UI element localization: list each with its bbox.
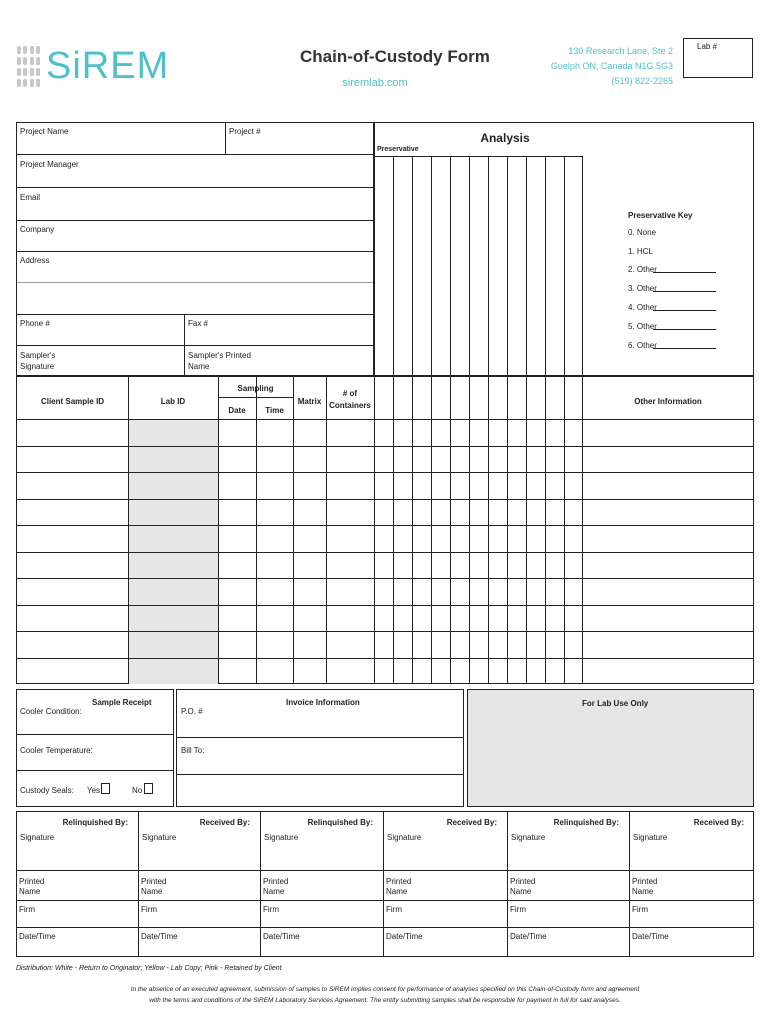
date-time-field[interactable] — [630, 928, 753, 956]
sampler-printed-name-field[interactable] — [185, 346, 373, 375]
table-row[interactable] — [17, 526, 753, 552]
logo-mark-icon — [17, 44, 47, 88]
analysis-column-line — [526, 156, 527, 376]
project-number-field[interactable] — [226, 123, 373, 153]
preservative-key-item: 1. HCL — [628, 247, 653, 256]
relinquished-by-header: Relinquished By: — [307, 818, 373, 827]
containers-header-l1: # of — [342, 389, 358, 398]
signature-label: Signature — [264, 833, 299, 842]
table-row[interactable] — [17, 473, 753, 499]
received-by-header: Received By: — [446, 818, 497, 827]
matrix-header: Matrix — [297, 397, 322, 406]
analysis-column-line — [412, 156, 413, 376]
sampler-printed-label-l1: Sampler's Printed — [188, 351, 251, 360]
signature-label: Signature — [387, 833, 422, 842]
analysis-column-line — [374, 156, 375, 376]
lab-use-only-title: For Lab Use Only — [582, 699, 649, 708]
website: siremlab.com — [342, 77, 408, 89]
date-time-field[interactable] — [384, 928, 506, 956]
lab-number-box[interactable] — [683, 38, 753, 78]
phone-label: Phone # — [20, 319, 50, 328]
sampling-header: Sampling — [237, 384, 274, 393]
firm-label: Firm — [510, 905, 526, 914]
relinquished-by-header: Relinquished By: — [553, 818, 619, 827]
preservative-key-title: Preservative Key — [628, 211, 693, 220]
table-row[interactable] — [17, 553, 753, 579]
signature-field[interactable] — [261, 830, 382, 869]
date-time-field[interactable] — [17, 928, 137, 956]
name-label: Name — [510, 887, 532, 896]
firm-field[interactable] — [261, 901, 382, 926]
firm-field[interactable] — [508, 901, 628, 926]
signature-label: Signature — [20, 833, 55, 842]
signature-field[interactable] — [17, 830, 137, 869]
signature-label: Signature — [142, 833, 177, 842]
company-label: Company — [20, 225, 55, 234]
printed-label: Printed — [141, 877, 167, 886]
address-label: Address — [20, 256, 50, 265]
preservative-key-item: 3. Other — [628, 284, 657, 293]
po-label: P.O. # — [181, 707, 203, 716]
analysis-column-line — [393, 156, 394, 376]
project-manager-label: Project Manager — [20, 160, 79, 169]
date-time-field[interactable] — [508, 928, 628, 956]
analysis-column-line — [545, 156, 546, 376]
preservative-key-item: 2. Other — [628, 265, 657, 274]
other-4-line[interactable] — [653, 310, 716, 311]
table-row[interactable] — [17, 632, 753, 658]
analysis-column-line — [450, 156, 451, 376]
relinquished-by-header: Relinquished By: — [62, 818, 128, 827]
firm-label: Firm — [386, 905, 402, 914]
cooler-temperature-label: Cooler Temperature: — [20, 746, 93, 755]
phone-number: (519) 822-2265 — [611, 76, 673, 86]
table-row[interactable] — [17, 659, 753, 685]
analysis-title: Analysis — [480, 131, 530, 145]
fax-field[interactable] — [185, 315, 373, 344]
preservative-key-item: 5. Other — [628, 322, 657, 331]
company-field[interactable] — [17, 221, 373, 250]
preservative-key-item: 0. None — [628, 228, 657, 237]
preservative-key-item: 6. Other — [628, 341, 657, 350]
no-label: No — [132, 786, 143, 795]
date-time-field[interactable] — [139, 928, 259, 956]
lab-number-label: Lab # — [697, 42, 718, 51]
name-label: Name — [263, 887, 285, 896]
received-by-header: Received By: — [693, 818, 744, 827]
table-row[interactable] — [17, 606, 753, 632]
sampler-signature-label-l1: Sampler's — [20, 351, 56, 360]
printed-name-field[interactable] — [384, 871, 506, 899]
other-2-line[interactable] — [653, 272, 716, 273]
disclaimer-line-1: In the absence of an executed agreement, submission of samples to SiREM implies consent for performance of analyses specified on this Chain-of-Custody form and agreement — [130, 986, 640, 993]
firm-field[interactable] — [384, 901, 506, 926]
bill-to-field[interactable] — [177, 738, 463, 806]
received-by-header: Received By: — [199, 818, 250, 827]
cooler-condition-label: Cooler Condition: — [20, 707, 82, 716]
sampler-signature-field[interactable] — [17, 346, 183, 375]
project-name-field[interactable] — [17, 123, 224, 153]
firm-label: Firm — [632, 905, 648, 914]
fax-label: Fax # — [188, 319, 209, 328]
signature-field[interactable] — [508, 830, 628, 869]
date-time-field[interactable] — [261, 928, 382, 956]
analysis-column-line — [431, 156, 432, 376]
address-line-1: 130 Research Lane, Ste 2 — [568, 46, 673, 56]
brand-name: SiREM — [46, 45, 170, 87]
analysis-column-line — [564, 156, 565, 376]
no-checkbox[interactable] — [144, 783, 153, 794]
name-label: Name — [632, 887, 654, 896]
firm-label: Firm — [263, 905, 279, 914]
printed-name-field[interactable] — [17, 871, 137, 899]
email-field[interactable] — [17, 188, 373, 219]
firm-label: Firm — [19, 905, 35, 914]
preservative-key-item: 4. Other — [628, 303, 657, 312]
printed-label: Printed — [510, 877, 536, 886]
printed-name-field[interactable] — [139, 871, 259, 899]
other-information-header: Other Information — [634, 397, 702, 406]
address-field[interactable] — [17, 252, 373, 313]
logo — [17, 44, 170, 88]
firm-field[interactable] — [630, 901, 753, 926]
analysis-column-line — [488, 156, 489, 376]
sample-receipt-title: Sample Receipt — [92, 698, 152, 707]
project-name-label: Project Name — [20, 127, 69, 136]
sampler-printed-label-l2: Name — [188, 362, 210, 371]
firm-field[interactable] — [139, 901, 259, 926]
date-time-label: Date/Time — [386, 932, 423, 941]
lab-id-header: Lab ID — [160, 397, 186, 406]
containers-header-l2: Containers — [329, 401, 371, 410]
printed-label: Printed — [263, 877, 289, 886]
phone-field[interactable] — [17, 315, 183, 344]
signature-label: Signature — [511, 833, 546, 842]
other-3-line[interactable] — [653, 291, 716, 292]
printed-name-field[interactable] — [261, 871, 382, 899]
other-5-line[interactable] — [653, 329, 716, 330]
invoice-title: Invoice Information — [286, 698, 360, 707]
name-label: Name — [141, 887, 163, 896]
po-field[interactable] — [177, 705, 463, 736]
name-label: Name — [386, 887, 408, 896]
signature-field[interactable] — [139, 830, 259, 869]
bill-to-label: Bill To: — [181, 746, 205, 755]
project-manager-field[interactable] — [17, 155, 373, 186]
form-title: Chain-of-Custody Form — [300, 47, 490, 66]
table-row[interactable] — [17, 500, 753, 526]
address-line-2: Guelph ON, Canada N1G 5G3 — [550, 61, 673, 71]
date-time-label: Date/Time — [632, 932, 669, 941]
firm-field[interactable] — [17, 901, 137, 926]
table-row[interactable] — [17, 420, 753, 446]
preservative-label: Preservative — [377, 146, 419, 153]
project-number-label: Project # — [229, 127, 261, 136]
sampler-signature-label-l2: Signature — [20, 362, 55, 371]
table-row[interactable] — [17, 579, 753, 605]
signature-field[interactable] — [384, 830, 506, 869]
date-time-label: Date/Time — [263, 932, 300, 941]
other-6-line[interactable] — [653, 348, 716, 349]
printed-label: Printed — [19, 877, 45, 886]
printed-name-field[interactable] — [630, 871, 753, 899]
table-row[interactable] — [17, 447, 753, 473]
yes-checkbox[interactable] — [101, 783, 110, 794]
time-header: Time — [265, 406, 284, 415]
disclaimer-line-2: with the terms and conditions of the SiREM Laboratory Services Agreement. The entity submitting samples shall be responsible for payment in full for said analyses. — [149, 997, 621, 1004]
analysis-column-line — [582, 156, 583, 376]
analysis-column-line — [507, 156, 508, 376]
date-header: Date — [228, 406, 246, 415]
custody-seals-label: Custody Seals: — [20, 786, 74, 795]
printed-label: Printed — [386, 877, 412, 886]
email-label: Email — [20, 193, 41, 202]
analysis-column-line — [469, 156, 470, 376]
signature-field[interactable] — [630, 830, 753, 869]
name-label: Name — [19, 887, 41, 896]
date-time-label: Date/Time — [141, 932, 178, 941]
distribution-note: Distribution: White - Return to Originator; Yellow - Lab Copy; Pink - Retained by Client — [16, 965, 282, 972]
signature-label: Signature — [633, 833, 668, 842]
printed-label: Printed — [632, 877, 658, 886]
printed-name-field[interactable] — [508, 871, 628, 899]
yes-label: Yes — [87, 786, 101, 795]
client-sample-id-header: Client Sample ID — [40, 397, 105, 406]
date-time-label: Date/Time — [510, 932, 547, 941]
firm-label: Firm — [141, 905, 157, 914]
date-time-label: Date/Time — [19, 932, 56, 941]
